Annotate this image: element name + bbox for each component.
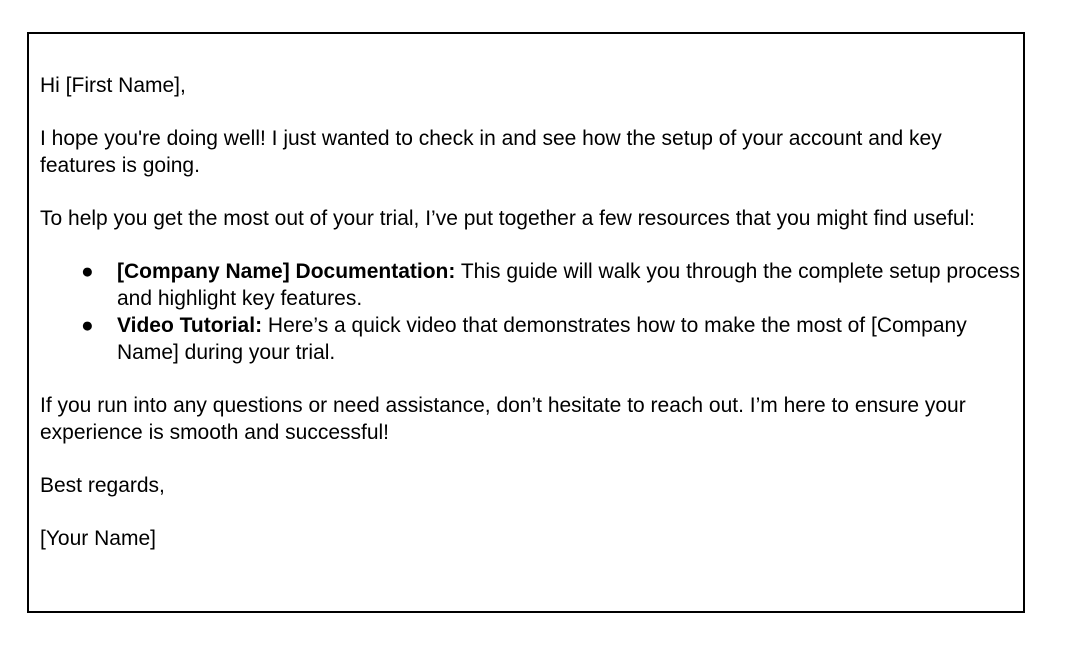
email-signature: [Your Name]	[40, 527, 156, 550]
bullet-icon: ●	[81, 314, 94, 337]
resource-title: [Company Name] Documentation:	[117, 260, 456, 283]
list-item	[40, 312, 1020, 366]
resource-description: This guide will walk you through the complete setup process and highlight key features.	[117, 260, 1020, 310]
resources-list	[40, 258, 1020, 366]
email-greeting: Hi [First Name],	[40, 74, 186, 97]
email-body	[40, 72, 1020, 552]
email-template-box	[27, 32, 1025, 613]
resource-description: Here’s a quick video that demonstrates how to make the most of [Company Name] during your trial.	[117, 314, 967, 364]
email-intro-paragraph: I hope you're doing well! I just wanted to check in and see how the setup of your account and key features is going.	[40, 127, 942, 177]
closing-paragraph: If you run into any questions or need assistance, don’t hesitate to reach out. I’m here to ensure your experience is smooth and successful!	[40, 394, 966, 444]
email-signoff: Best regards,	[40, 474, 165, 497]
bullet-icon: ●	[81, 260, 94, 283]
resource-title: Video Tutorial:	[117, 314, 263, 337]
resources-intro-paragraph: To help you get the most out of your trial, I’ve put together a few resources that you might find useful:	[40, 207, 976, 230]
list-item	[40, 258, 1020, 312]
